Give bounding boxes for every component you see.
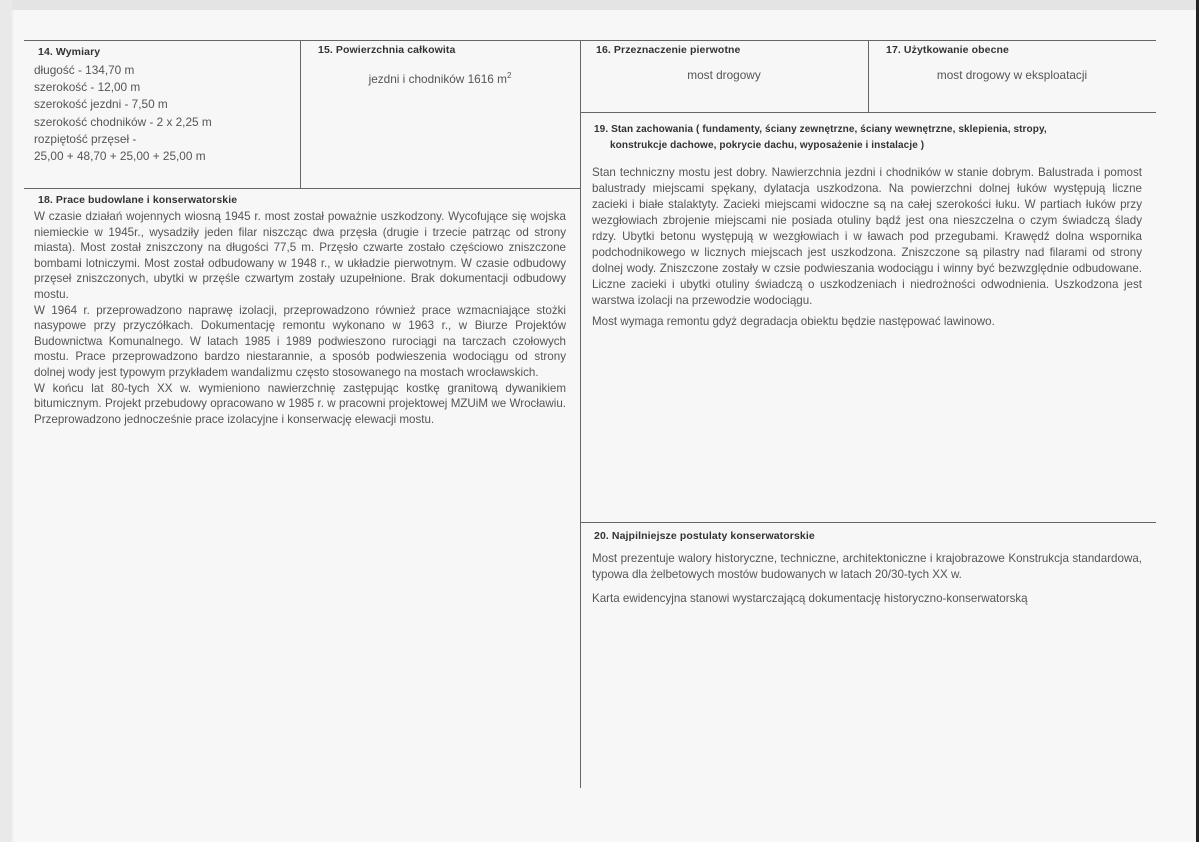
- section-19-title-line-2: konstrukcje dachowe, pokrycie dachu, wyposażenie i instalacje ): [610, 140, 925, 151]
- section-20-body: [592, 551, 1142, 607]
- section-15-title: 15. Powierzchnia całkowita: [318, 44, 456, 56]
- line-above-20: [580, 522, 1156, 523]
- divider-center: [580, 40, 581, 788]
- paragraph: W 1964 r. przeprowadzono naprawę izolacji, przeprowadzono również prace wzmacniające stożki nasypowe przy przyczółkach. Dokumentację remontu wykonano w 1963 r., w Biurze Projektów Budownictwa Komunalnego. W latach 1985 i 1989 podwieszono rurociągi na tarczach czołowych mostu. Prace przeprowadzono bardzo niestarannie, a sposób podwieszenia wodociągu od strony dolnej wody jest typowym przykładem wandalizmu często stosowanego na mostach wrocławskich.: [34, 303, 566, 379]
- section-15-value: [300, 72, 580, 88]
- section-18-title: 18. Prace budowlane i konserwatorskie: [38, 194, 238, 206]
- section-19-body: [592, 165, 1142, 330]
- section-17-title: 17. Użytkowanie obecne: [886, 44, 1009, 56]
- paragraph: Stan techniczny mostu jest dobry. Nawierzchnia jezdni i chodników w stanie dobrym. Balustrada i pomost balustrady miejscami spękany, dylatacja uszkodzona. Na powierzchni dolnej łuków występują liczne zacieki i białe stalaktyty. Zacieki miejscami widoczne są na całej szerokości łuku. W partiach łuków przy wezgłowiach zbrojenie miejscami nie posiada otuliny bądź jest ona nieszczelna o czym świadczą ślady rdzy. Ubytki betonu występują w wezgłowiach i w ławach pod przegubami. Krawędź dolna wspornika podchodnikowego w licznych miejscach jest uszkodzona. Zniszczone są pilastry nad filarami od strony dolnej wody. Zniszczone zostały w czsie podwieszania wodociągu i winny być bezwzględnie odbudowane. Liczne zacieki i ubytki otuliny świadczą o uszkodzeniach i niedrożności odwodnienia. Uszkodzona jest warstwa izolacji na przewodzie wodociągu.: [592, 166, 1142, 307]
- dimension-line: szerokość chodników - 2 x 2,25 m: [34, 114, 212, 129]
- line-above-19: [580, 112, 1156, 113]
- dimension-line: 25,00 + 48,70 + 25,00 + 25,00 m: [34, 149, 206, 164]
- paragraph: Most wymaga remontu gdyż degradacja obiektu będzie następować lawinowo.: [592, 315, 995, 328]
- section-20-title: 20. Najpilniejsze postulaty konserwatorskie: [594, 530, 815, 542]
- section-14-dimensions: [34, 62, 212, 165]
- scan-edge-left: [0, 0, 12, 842]
- section-14-title: 14. Wymiary: [38, 46, 101, 58]
- section-16-title: 16. Przeznaczenie pierwotne: [596, 44, 741, 56]
- scan-edge-top: [0, 0, 1199, 10]
- section-18-body: [34, 209, 566, 427]
- dimension-line: rozpiętość przęseł -: [34, 131, 137, 146]
- area-unit-superscript: 2: [506, 71, 512, 81]
- paragraph: W czasie działań wojennych wiosną 1945 r. most został poważnie uszkodzony. Wycofujące się wojska niemieckie w 1945r., wysadziły jeden filar niszcząc dwa przęsła (drugie i trzecie patrząc od strony miasta). Most został zniszczony na długości 77,5 m. Przęsło czwarte zostało częściowo zniszczone bombami lotniczymi. Most został odbudowany w 1948 r., w układzie pierwotnym. W czasie odbudowy przęseł zniszczonych, ubytki w przęśle czwartym zostały uzupełnione. Brak dokumentacji odbudowy mostu.: [34, 210, 566, 301]
- paragraph: Karta ewidencyjna stanowi wystarczającą dokumentację historyczno-konserwatorską: [592, 592, 1028, 605]
- section-17-value: most drogowy w eksploatacji: [936, 68, 1088, 82]
- dimension-line: szerokość - 12,00 m: [34, 80, 141, 95]
- dimension-line: długość - 134,70 m: [34, 63, 135, 77]
- top-border-line: [24, 40, 1156, 41]
- paragraph: W końcu lat 80-tych XX w. wymieniono nawierzchnię zastępując kostkę granitową dywanikiem bitumicznym. Projekt przebudowy opracowano w 1985 r. w pracowni projektowej MZUiM we Wrocławiu. Przeprowadzono jednocześnie prace izolacyjne i konserwację elewacji mostu.: [34, 381, 566, 426]
- section-19-title-line-1: 19. Stan zachowania ( fundamenty, ściany zewnętrzne, ściany wewnętrzne, sklepienia, stropy,: [594, 124, 1047, 135]
- paragraph: Most prezentuje walory historyczne, techniczne, architektoniczne i krajobrazowe Konstrukcja standardowa, typowa dla żelbetowych mostów budowanych w latach 20/30-tych XX w.: [592, 552, 1142, 581]
- divider-14-15: [300, 40, 301, 188]
- line-above-18: [24, 188, 580, 189]
- dimension-line: szerokość jezdni - 7,50 m: [34, 97, 168, 112]
- area-text: jezdni i chodników 1616 m: [368, 72, 507, 86]
- section-16-value: most drogowy: [687, 68, 761, 82]
